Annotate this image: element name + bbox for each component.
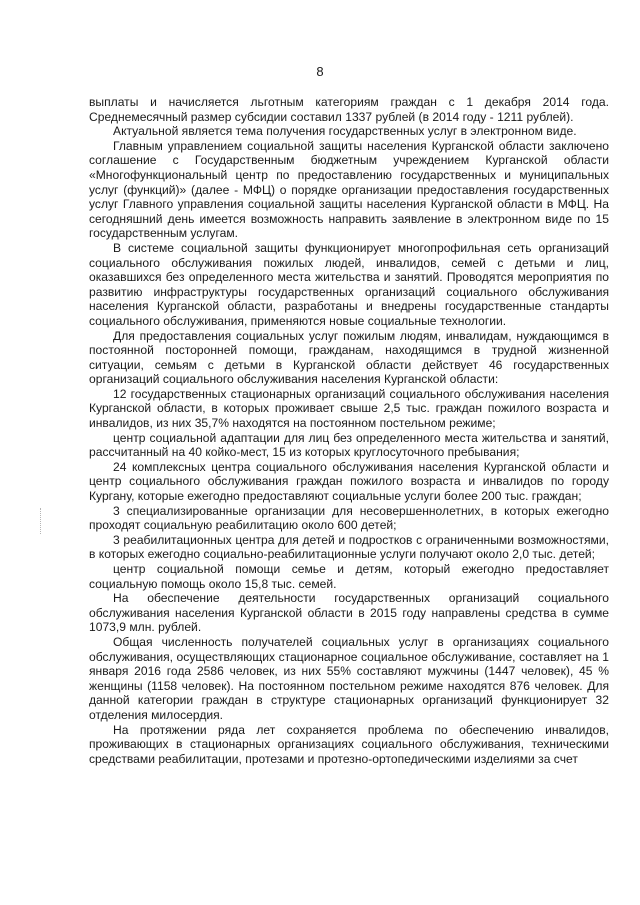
margin-scan-mark [40, 508, 45, 534]
list-item-complex-centers: 24 комплексных центра социального обслуживания населения Курганской области и центр социального обслуживания граждан пожилого возраста и инвалидов по городу Кургану, которые ежегодно предоставляют социальные услуги более 200 тыс. граждан; [89, 459, 609, 504]
page-number: 8 [316, 64, 324, 79]
list-item-rehab-centers: 3 реабилитационных центра для детей и подростков с ограниченными возможностями, в которых ежегодно социально-реабилитационные услуги получают около 2,0 тыс. детей; [89, 532, 609, 562]
paragraph-rehab-problem: На протяжении ряда лет сохраняется проблема по обеспечению инвалидов, проживающих в стационарных организациях социального обслуживания, техническими средствами реабилитации, протезами и протезно-ортопедическими изделиями за счет [89, 722, 609, 766]
list-item-minors: 3 специализированные организации для несовершеннолетних, в которых ежегодно проходят социальную реабилитацию около 600 детей; [89, 503, 609, 533]
paragraph-recipients: Общая численность получателей социальных услуг в организациях социального обслуживания, осуществляющих стационарное социальное обслуживание, составляет на 1 января 2016 года 2586 человек, из них 55% составляют мужчины (1447 человек), 45 % женщины (1158 человек). На постоянном постельном режиме находятся 876 человек. Для данной категории граждан в структуре стационарных организаций функционирует 32 отделения милосердия. [89, 634, 609, 722]
list-item-adaptation-center: центр социальной адаптации для лиц без определенного места жительства и занятий, рассчитанный на 40 койко-мест, 15 из которых круглосуточного пребывания; [89, 430, 609, 460]
document-body [89, 95, 609, 766]
paragraph-social-network: В системе социальной защиты функционирует многопрофильная сеть организаций социального обслуживания пожилых людей, инвалидов, семей с детьми и лиц, оказавшихся без определенного места жительства и занятий. Проводятся мероприятия по развитию инфраструктуры государственных организаций социального обслуживания населения Курганской области, разработаны и внедрены государственные стандарты социального обслуживания, применяются новые социальные технологии. [89, 240, 609, 328]
paragraph-electronic-services: Актуальной является тема получения государственных услуг в электронном виде. [113, 124, 577, 139]
list-item-stationary: 12 государственных стационарных организаций социального обслуживания населения Курганской области, в которых проживает свыше 2,5 тыс. граждан пожилого возраста и инвалидов, из них 35,7% находятся на постоянном постельном режиме; [89, 386, 609, 431]
paragraph-subsidy-continuation: выплаты и начисляется льготным категориям граждан с 1 декабря 2014 года. Среднемесячный размер субсидии составил 1337 рублей (в 2014 году - 1211 рублей). [89, 95, 609, 124]
paragraph-organizations-count: Для предоставления социальных услуг пожилым людям, инвалидам, нуждающимся в постоянной посторонней помощи, гражданам, находящимся в трудной жизненной ситуации, семьям с детьми в Курганской области действует 46 государственных организаций социального обслуживания населения Курганской области: [89, 328, 609, 387]
paragraph-funding: На обеспечение деятельности государственных организаций социального обслуживания населения Курганской области в 2015 году направлены средства в сумме 1073,9 млн. рублей. [89, 591, 609, 635]
paragraph-mfc-agreement: Главным управлением социальной защиты населения Курганской области заключено соглашение с Государственным бюджетным учреждением Курганской области «Многофункциональный центр по предоставлению государственных и муниципальных услуг (функций)» (далее - МФЦ) о порядке организации предоставления государственных услуг Главного управления социальной защиты населения Курганской области в МФЦ. На сегодняшний день имеется возможность направить заявление в электронном виде по 15 государственным услугам. [89, 138, 609, 241]
list-item-family-center: центр социальной помощи семье и детям, который ежегодно предоставляет социальную помощь около 15,8 тыс. семей. [89, 562, 609, 591]
